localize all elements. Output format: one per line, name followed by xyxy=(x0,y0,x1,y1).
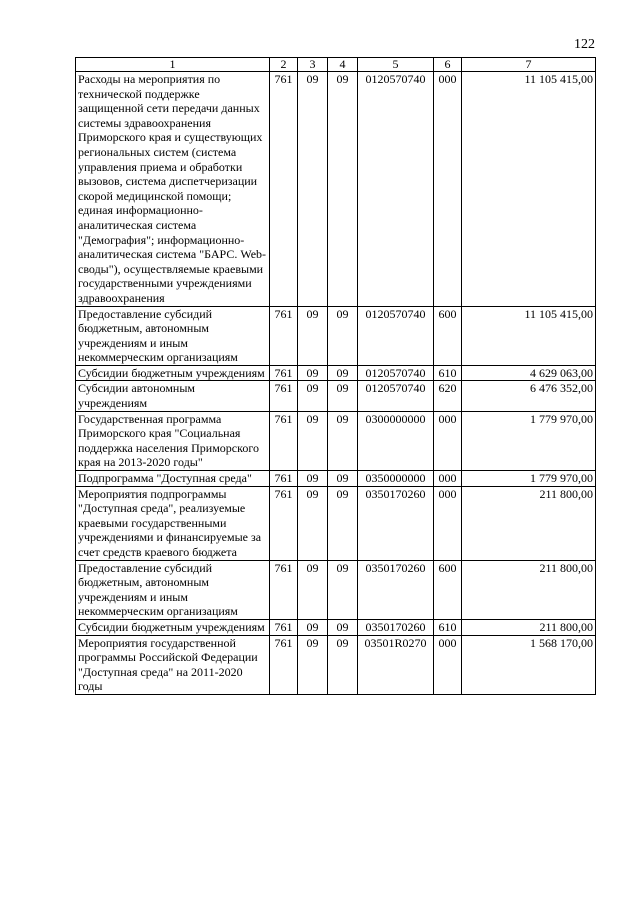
table-row xyxy=(76,486,596,560)
row-ministry-code: 761 xyxy=(270,486,298,560)
table-row xyxy=(76,619,596,635)
table-row xyxy=(76,306,596,365)
row-target-code: 0120570740 xyxy=(358,72,434,307)
row-ministry-code: 761 xyxy=(270,635,298,694)
row-subsection-code: 09 xyxy=(328,381,358,411)
row-target-code: 0120570740 xyxy=(358,365,434,381)
row-expense-type: 000 xyxy=(434,72,462,307)
header-col-3: 3 xyxy=(298,58,328,72)
row-amount: 6 476 352,00 xyxy=(462,381,596,411)
header-row xyxy=(76,58,596,72)
row-target-code: 0350000000 xyxy=(358,471,434,487)
row-section-code: 09 xyxy=(298,411,328,470)
row-amount: 11 105 415,00 xyxy=(462,306,596,365)
row-subsection-code: 09 xyxy=(328,560,358,619)
table-row xyxy=(76,365,596,381)
row-expense-type: 000 xyxy=(434,471,462,487)
header-col-5: 5 xyxy=(358,58,434,72)
row-name: Предоставление субсидий бюджетным, автономным учреждениям и иным некоммерческим организациям xyxy=(76,560,270,619)
row-subsection-code: 09 xyxy=(328,486,358,560)
row-expense-type: 000 xyxy=(434,486,462,560)
row-expense-type: 600 xyxy=(434,306,462,365)
header-col-7: 7 xyxy=(462,58,596,72)
row-amount: 1 568 170,00 xyxy=(462,635,596,694)
row-ministry-code: 761 xyxy=(270,560,298,619)
row-subsection-code: 09 xyxy=(328,471,358,487)
row-name: Субсидии бюджетным учреждениям xyxy=(76,365,270,381)
table-row xyxy=(76,411,596,470)
row-amount: 1 779 970,00 xyxy=(462,471,596,487)
row-subsection-code: 09 xyxy=(328,411,358,470)
row-expense-type: 600 xyxy=(434,560,462,619)
row-expense-type: 000 xyxy=(434,411,462,470)
row-subsection-code: 09 xyxy=(328,619,358,635)
row-name: Государственная программа Приморского края "Социальная поддержка населения Приморского края на 2013-2020 годы" xyxy=(76,411,270,470)
row-amount: 1 779 970,00 xyxy=(462,411,596,470)
row-section-code: 09 xyxy=(298,635,328,694)
row-section-code: 09 xyxy=(298,560,328,619)
row-name: Субсидии бюджетным учреждениям xyxy=(76,619,270,635)
row-expense-type: 620 xyxy=(434,381,462,411)
row-expense-type: 610 xyxy=(434,365,462,381)
row-amount: 4 629 063,00 xyxy=(462,365,596,381)
row-expense-type: 000 xyxy=(434,635,462,694)
header-col-6: 6 xyxy=(434,58,462,72)
row-amount: 11 105 415,00 xyxy=(462,72,596,307)
row-name: Мероприятия государственной программы Российской Федерации "Доступная среда" на 2011-2020 годы xyxy=(76,635,270,694)
row-expense-type: 610 xyxy=(434,619,462,635)
row-section-code: 09 xyxy=(298,72,328,307)
row-name: Расходы на мероприятия по технической поддержке защищенной сети передачи данных системы здравоохранения Приморского края и существующих региональных систем (система управления приема и обработки вызовов, система диспетчеризации скорой медицинской помощи; единая информационно-аналитическая система "Демография"; информационно-аналитическая система "БАРС. Web-своды"), осуществляемые краевыми государственными учреждениями здравоохранения xyxy=(76,72,270,307)
row-ministry-code: 761 xyxy=(270,72,298,307)
row-amount: 211 800,00 xyxy=(462,619,596,635)
row-amount: 211 800,00 xyxy=(462,486,596,560)
row-subsection-code: 09 xyxy=(328,306,358,365)
row-ministry-code: 761 xyxy=(270,306,298,365)
page-number: 122 xyxy=(574,37,595,52)
header-col-2: 2 xyxy=(270,58,298,72)
header-col-1: 1 xyxy=(76,58,270,72)
row-target-code: 0120570740 xyxy=(358,306,434,365)
table-row xyxy=(76,635,596,694)
row-ministry-code: 761 xyxy=(270,411,298,470)
row-section-code: 09 xyxy=(298,381,328,411)
row-target-code: 0350170260 xyxy=(358,560,434,619)
row-ministry-code: 761 xyxy=(270,365,298,381)
table-row xyxy=(76,381,596,411)
table-row xyxy=(76,72,596,307)
table-row xyxy=(76,560,596,619)
row-section-code: 09 xyxy=(298,306,328,365)
table-row xyxy=(76,471,596,487)
budget-table xyxy=(75,57,596,695)
row-ministry-code: 761 xyxy=(270,381,298,411)
row-name: Подпрограмма "Доступная среда" xyxy=(76,471,270,487)
row-target-code: 0350170260 xyxy=(358,619,434,635)
row-section-code: 09 xyxy=(298,365,328,381)
row-section-code: 09 xyxy=(298,486,328,560)
row-section-code: 09 xyxy=(298,619,328,635)
row-name: Субсидии автономным учреждениям xyxy=(76,381,270,411)
row-target-code: 03501R0270 xyxy=(358,635,434,694)
header-col-4: 4 xyxy=(328,58,358,72)
row-subsection-code: 09 xyxy=(328,365,358,381)
row-target-code: 0350170260 xyxy=(358,486,434,560)
row-name: Мероприятия подпрограммы "Доступная среда", реализуемые краевыми государственными учреждениями и финансируемые за счет средств краевого бюджета xyxy=(76,486,270,560)
row-amount: 211 800,00 xyxy=(462,560,596,619)
row-section-code: 09 xyxy=(298,471,328,487)
row-subsection-code: 09 xyxy=(328,72,358,307)
row-name: Предоставление субсидий бюджетным, автономным учреждениям и иным некоммерческим организациям xyxy=(76,306,270,365)
row-target-code: 0300000000 xyxy=(358,411,434,470)
row-ministry-code: 761 xyxy=(270,619,298,635)
row-subsection-code: 09 xyxy=(328,635,358,694)
row-ministry-code: 761 xyxy=(270,471,298,487)
row-target-code: 0120570740 xyxy=(358,381,434,411)
